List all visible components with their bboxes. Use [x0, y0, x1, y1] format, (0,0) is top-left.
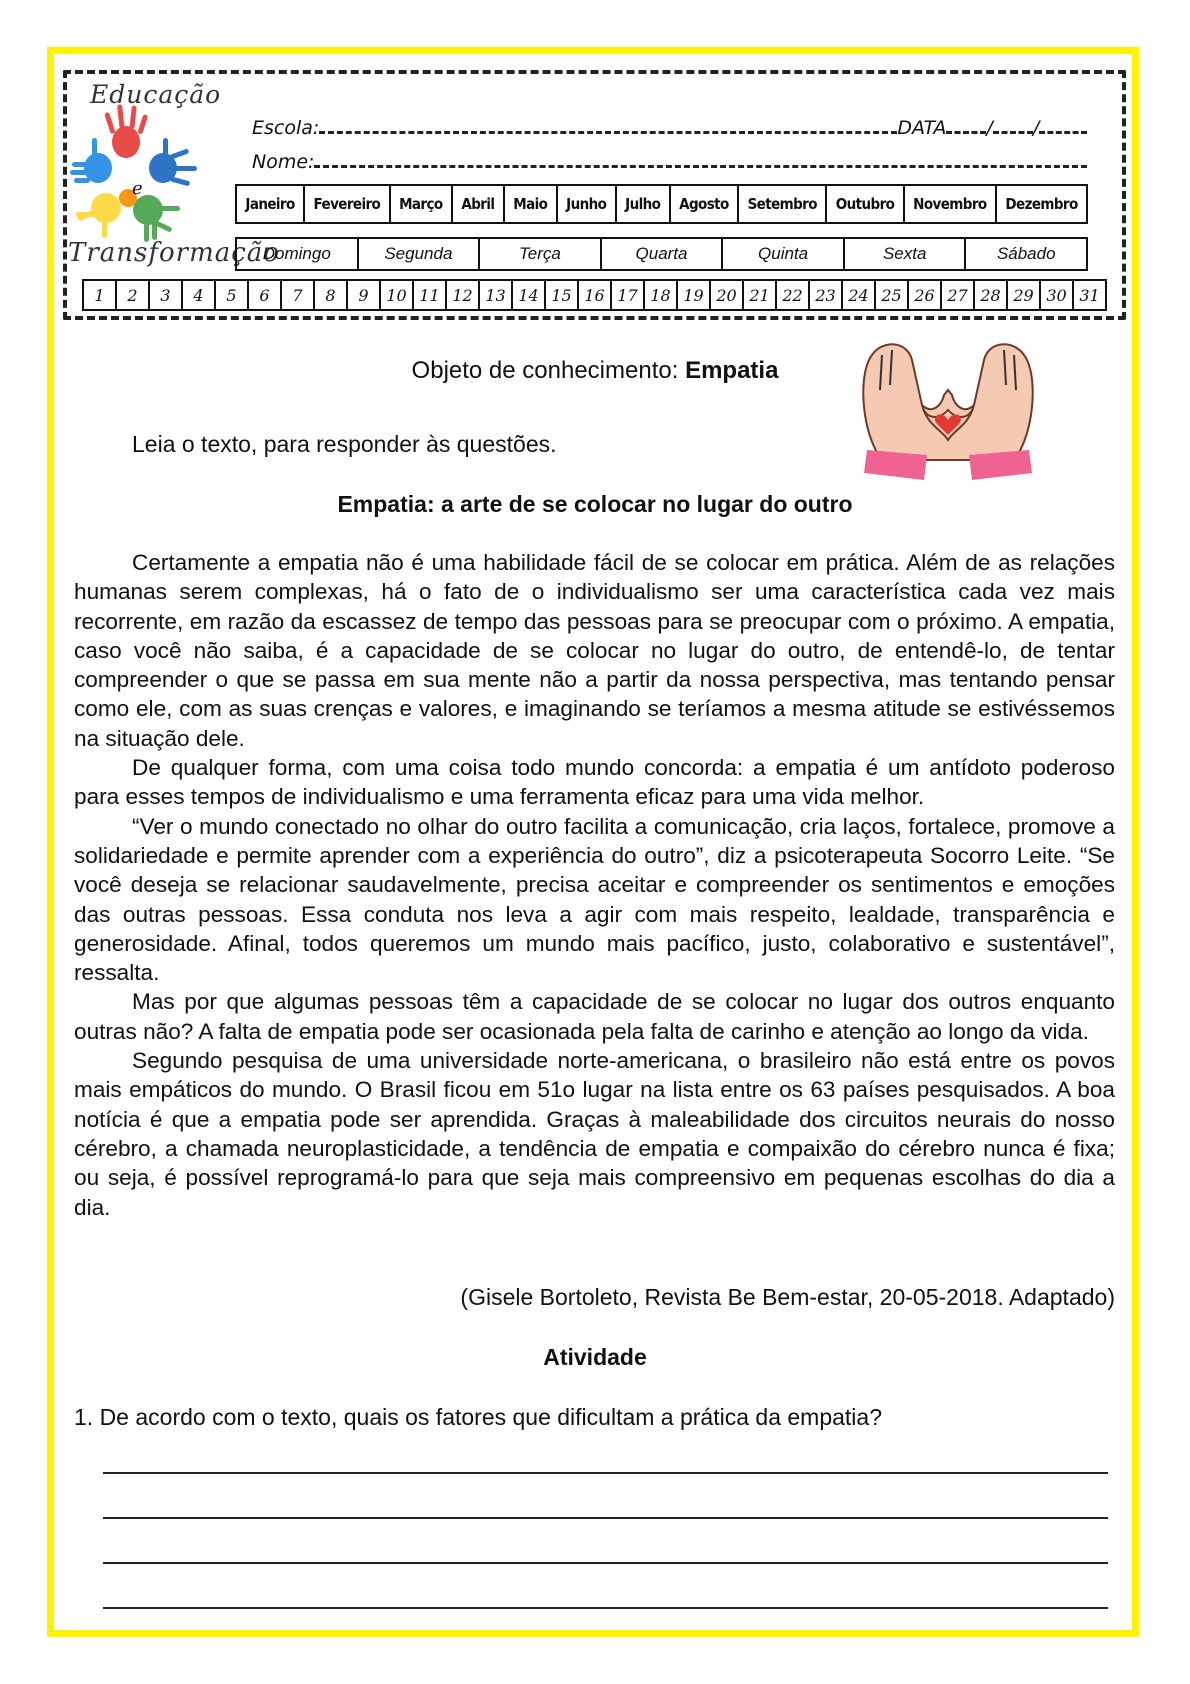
paragraph: Mas por que algumas pessoas têm a capacidade de se colocar no lugar dos outros enquanto outras não? A falta de empatia pode ser ocasionada pela falta de carinho e atenção ao longo da vida.	[74, 989, 1115, 1044]
answer-line[interactable]	[103, 1472, 1108, 1474]
day-number-cell[interactable]: 20	[711, 281, 744, 309]
day-number-cell[interactable]: 25	[876, 281, 909, 309]
day-numbers-row	[82, 279, 1107, 311]
day-number-cell[interactable]: 29	[1008, 281, 1041, 309]
month-cell[interactable]: Janeiro	[237, 186, 305, 222]
day-number-cell[interactable]: 13	[480, 281, 513, 309]
answer-line[interactable]	[103, 1562, 1108, 1564]
day-number-cell[interactable]: 9	[348, 281, 381, 309]
day-number-cell[interactable]: 18	[645, 281, 678, 309]
day-number-cell[interactable]: 7	[282, 281, 315, 309]
month-cell[interactable]: Fevereiro	[305, 186, 391, 222]
weekdays-row	[235, 237, 1088, 271]
weekday-cell[interactable]: Segunda	[359, 239, 481, 269]
question-1: 1. De acordo com o texto, quais os fatores que dificultam a prática da empatia?	[74, 1404, 882, 1430]
name-line	[314, 149, 1087, 168]
subject-label: Objeto de conhecimento:	[411, 357, 686, 384]
date-label: DATA	[897, 117, 947, 139]
day-number-cell[interactable]: 21	[744, 281, 777, 309]
day-number-cell[interactable]: 10	[381, 281, 414, 309]
school-label: Escola:	[252, 117, 320, 139]
day-number-cell[interactable]: 12	[447, 281, 480, 309]
intro-text: Leia o texto, para responder às questões.	[132, 431, 557, 457]
school-field[interactable]: Escola: DATA / /	[252, 115, 1087, 139]
month-cell[interactable]: Julho	[617, 186, 671, 222]
name-label: Nome:	[252, 151, 315, 173]
day-number-cell[interactable]: 5	[216, 281, 249, 309]
school-line	[319, 115, 897, 134]
month-cell[interactable]: Abril	[453, 186, 505, 222]
weekday-cell[interactable]: Sábado	[996, 244, 1056, 263]
day-number-cell[interactable]: 23	[810, 281, 843, 309]
months-row	[235, 184, 1088, 224]
weekday-cell[interactable]: Quinta	[723, 239, 845, 269]
logo-title-top: Educação	[90, 80, 222, 109]
day-number-cell[interactable]: 30	[1041, 281, 1074, 309]
day-number-cell[interactable]: 2	[117, 281, 150, 309]
day-number-cell[interactable]: 19	[678, 281, 711, 309]
paragraph: Certamente a empatia não é uma habilidade fácil de se colocar em prática. Além de as relações humanas serem complexas, há o fato de o individualismo ser uma característica cada vez mais recorrente, em razão da escassez de tempo das pessoas para se preocupar com o próximo. A empatia, caso você não saiba, é a capacidade de se colocar no lugar do outro, de entendê-lo, de tentar compreender o que se passa em sua mente não a partir da nossa perspectiva, mas tentando pensar como ele, com as suas crenças e valores, e imaginando se teríamos a mesma atitude se estivéssemos na situação dele.	[74, 550, 1115, 751]
month-cell[interactable]: Novembro	[905, 186, 997, 222]
month-cell[interactable]: Agosto	[671, 186, 739, 222]
day-number-cell[interactable]: 27	[942, 281, 975, 309]
day-number-cell[interactable]: 3	[150, 281, 183, 309]
paragraph: “Ver o mundo conectado no olhar do outro facilita a comunicação, cria laços, fortalece, promove a solidariedade e permite aprender com a experiência do outro”, diz a psicoterapeuta Socorro Leite. “Se você deseja se relacionar saudavelmente, precisa aceitar e compreender os sentimentos e emoções das outras pessoas. Essa conduta nos leva a agir com mais respeito, lealdade, transparência e generosidade. Afinal, todos queremos um mundo mais pacífico, justo, colaborativo e sustentável”, ressalta.	[74, 813, 1115, 986]
logo-title-bottom: Transformação	[68, 238, 280, 268]
day-number-cell[interactable]: 14	[513, 281, 546, 309]
paragraph: De qualquer forma, com uma coisa todo mundo concorda: a empatia é um antídoto poderoso para esses tempos de individualismo e uma ferramenta eficaz para uma vida melhor.	[74, 755, 1115, 810]
name-field[interactable]	[252, 149, 1087, 173]
article-title: Empatia: a arte de se colocar no lugar do outro	[337, 491, 853, 517]
day-number-cell[interactable]: 4	[183, 281, 216, 309]
day-number-cell[interactable]: 22	[777, 281, 810, 309]
weekday-cell[interactable]: Quarta	[602, 239, 724, 269]
article-body	[74, 548, 1115, 1222]
month-cell[interactable]: Maio	[505, 186, 558, 222]
day-number-cell[interactable]: 6	[249, 281, 282, 309]
month-cell[interactable]: Junho	[558, 186, 617, 222]
day-number-cell[interactable]: 26	[909, 281, 942, 309]
answer-line[interactable]	[103, 1607, 1108, 1609]
subject-value: Empatia	[685, 357, 779, 384]
month-cell[interactable]: Outubro	[827, 186, 904, 222]
weekday-cell[interactable]: Terça	[480, 239, 602, 269]
day-number-cell[interactable]: 31	[1079, 285, 1100, 305]
day-number-cell[interactable]: 16	[579, 281, 612, 309]
logo-title-mid: e	[132, 178, 144, 199]
heart-hands-illustration	[852, 335, 1044, 485]
day-number-cell[interactable]: 8	[315, 281, 348, 309]
month-cell[interactable]: Dezembro	[1005, 195, 1078, 213]
weekday-cell[interactable]: Sexta	[845, 239, 967, 269]
day-number-cell[interactable]: 28	[975, 281, 1008, 309]
month-cell[interactable]: Setembro	[739, 186, 827, 222]
answer-line[interactable]	[103, 1517, 1108, 1519]
weekday-cell[interactable]: Domingo	[237, 239, 359, 269]
heart-hands-icon	[852, 335, 1044, 485]
day-number-cell[interactable]: 15	[546, 281, 579, 309]
activity-title: Atividade	[543, 1344, 647, 1370]
day-number-cell[interactable]: 24	[843, 281, 876, 309]
month-cell[interactable]: Março	[391, 186, 453, 222]
day-number-cell[interactable]: 11	[414, 281, 447, 309]
day-number-cell[interactable]: 1	[84, 281, 117, 309]
paragraph: Segundo pesquisa de uma universidade norte-americana, o brasileiro não está entre os povos mais empáticos do mundo. O Brasil ficou em 51o lugar na lista entre os 63 países pesquisados. A boa notícia é que a empatia pode ser aprendida. Graças à maleabilidade dos circuitos neurais do nosso cérebro, a chamada neuroplasticidade, a tendência de empatia e compaixão do cérebro nunca é fixa; ou seja, é possível reprogramá-lo para que seja mais compreensivo em pequenas escolhas do dia a dia.	[74, 1048, 1115, 1220]
day-number-cell[interactable]: 17	[612, 281, 645, 309]
source-citation: (Gisele Bortoleto, Revista Be Bem-estar, 20-05-2018. Adaptado)	[460, 1284, 1115, 1310]
